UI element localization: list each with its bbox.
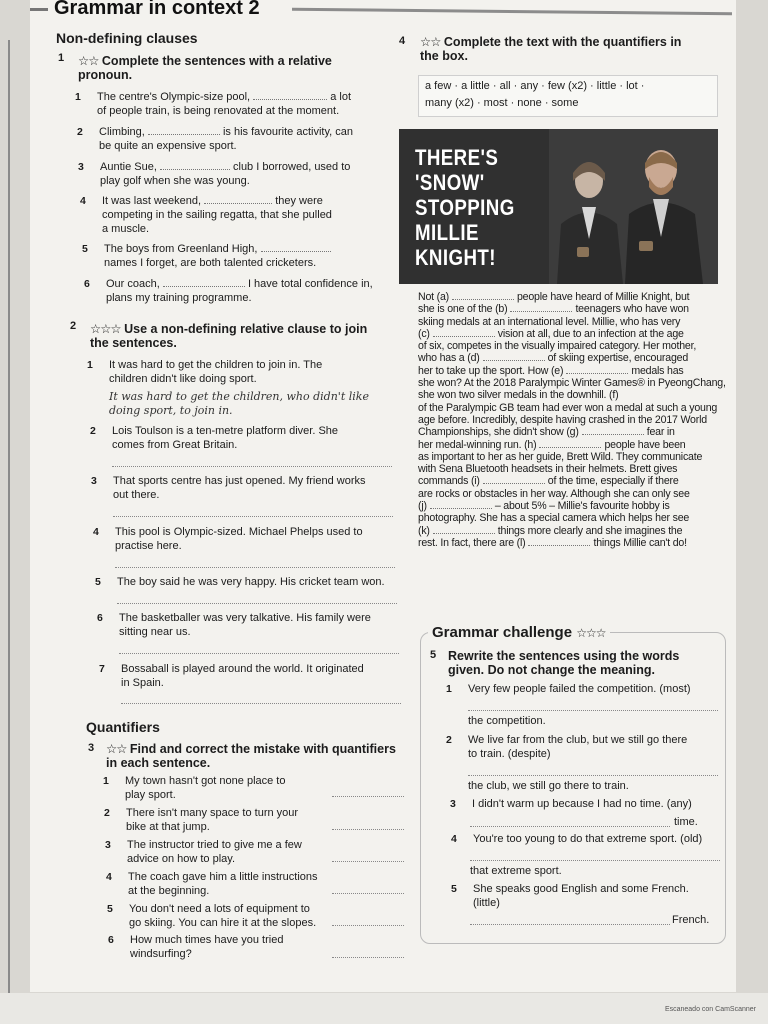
ex1-item-2: 2 Climbing, is his favourite activity, can be quite an expensive sport. — [77, 126, 353, 152]
article-line: age before. Incredibly, despite having crashed in the 2017 World — [418, 413, 707, 426]
ex1-item-5: 5 The boys from Greenland High, names I forget, are both talented cricketers. — [104, 242, 394, 270]
ex5-item-4-ending: that extreme sport. — [470, 865, 562, 877]
ex3-answer-line-6[interactable] — [332, 957, 404, 958]
page-title: Grammar in context 2 — [54, 0, 260, 19]
ex1-item-1: 1 The centre's Olympic-size pool, a lot of people train, is being renovated at the moment. — [75, 91, 352, 117]
scanner-credit: Escaneado con CamScanner — [664, 1006, 756, 1013]
grammar-challenge-title: Grammar challenge ☆☆☆ — [428, 624, 610, 641]
ex1-item-3: 3 Auntie Sue, club I borrowed, used to play golf when she was young. — [78, 161, 351, 187]
ex5-answer-line-1[interactable] — [468, 710, 718, 711]
article-line: (j) – about 5% – Millie's favourite hobby is — [418, 500, 670, 513]
ex1-item-4: 4 It was last weekend, they were competing in the sailing regatta, that she pulled a muscle. — [80, 195, 332, 235]
ex2-item-1: 1 It was hard to get the children to join in. The children didn't like doing sport. It was hard to get the children, who didn't like doing sport, to join in. — [87, 359, 369, 417]
article-line: Not (a) people have heard of Millie Knight, but — [418, 291, 690, 303]
ex3-item-4: 4 The coach gave him a little instructions at the beginning. — [106, 871, 318, 897]
article-line: her medal-winning run. (h) people have been — [418, 438, 686, 451]
ex2-item-5: 5 The boy said he was very happy. His cricket team won. — [95, 576, 385, 588]
ex2-instruction: ☆☆☆ Use a non-defining relative clause to join the sentences. — [90, 322, 368, 350]
ex1-blank-5[interactable] — [261, 251, 331, 252]
article-line: photography. She has a special camera which helps her see — [418, 512, 690, 525]
ex3-item-2: 2 There isn't many space to turn your bike at that jump. — [104, 807, 299, 833]
article-line: are rocks or obstacles in her way. Although she can only see — [418, 487, 690, 500]
ex3-item-5: 5 You don't need a lots of equipment to go skiing. You can hire it at the slopes. — [107, 903, 317, 929]
ex2-item-4: 4 This pool is Olympic-sized. Michael Phelps used to practise here. — [93, 526, 363, 552]
ex2-answer-line-7[interactable] — [121, 703, 401, 704]
ex3-item-3: 3 The instructor tried to give me a few advice on how to play. — [105, 839, 302, 865]
ex3-answer-line-3[interactable] — [332, 861, 404, 862]
page-edge-line — [8, 40, 10, 1000]
ex3-answer-line-5[interactable] — [332, 925, 404, 926]
article-gap[interactable] — [510, 311, 572, 312]
ex4-instruction: ☆☆ Complete the text with the quantifiers in the box. — [420, 35, 682, 63]
ex2-item-6: 6 The basketballer was very talkative. His family were sitting near us. — [97, 612, 371, 638]
quantifier-word-box: a few · a little · all · any · few (x2) · little · lot · many (x2) · most · none · some — [418, 75, 718, 117]
ex5-item-3: 3 I didn't warm up because I had no time. (any) — [450, 798, 692, 810]
article-line: skiing medals at an international level. Millie, who has very — [418, 315, 681, 328]
ex1-blank-3[interactable] — [160, 169, 230, 170]
article-line: Championships, she didn't show (g) fear in — [418, 426, 675, 439]
article-headline: THERE'S 'SNOW' STOPPING MILLIE KNIGHT! — [415, 145, 515, 270]
article-line: rest. In fact, there are (l) things Millie can't do! — [418, 536, 687, 549]
ex5-item-5: 5 She speaks good English and some French. (little) — [451, 883, 689, 909]
ex1-instruction: ☆☆ Complete the sentences with a relative pronoun. — [78, 54, 332, 82]
article-gap[interactable] — [528, 545, 590, 546]
article-line: she won two silver medals in the downhill. (f) — [418, 389, 619, 402]
ex2-number: 2 — [70, 320, 77, 332]
article-line: commands (i) of the time, especially if there — [418, 475, 679, 488]
article-gap[interactable] — [539, 447, 601, 448]
ex3-answer-line-1[interactable] — [332, 796, 404, 797]
section-heading-nondefining: Non-defining clauses — [56, 30, 198, 46]
ex1-blank-2[interactable] — [148, 134, 220, 135]
ex1-blank-4[interactable] — [204, 203, 272, 204]
ex2-answer-line-5[interactable] — [117, 603, 397, 604]
article-gap[interactable] — [483, 360, 545, 361]
ex2-answer-line-6[interactable] — [119, 653, 399, 654]
ex2-example-answer-line1: It was hard to get the children, who didn't like — [109, 390, 369, 403]
ex5-answer-line-5[interactable] — [470, 924, 670, 925]
article-line: her to take up the sport. How (e) medals has — [418, 364, 684, 377]
ex5-item-1-ending: the competition. — [468, 715, 546, 727]
section-heading-quantifiers: Quantifiers — [86, 719, 160, 735]
article-line: (c) vision at all, due to an infection at the age — [418, 327, 684, 340]
ex1-blank-6[interactable] — [163, 286, 245, 287]
title-rule-left — [30, 8, 48, 11]
article-body — [418, 291, 726, 549]
article-gap[interactable] — [483, 483, 545, 484]
ex1-blank-1[interactable] — [253, 99, 327, 100]
article-gap[interactable] — [566, 373, 628, 374]
article-gap[interactable] — [582, 434, 644, 435]
ex5-item-2-ending: the club, we still go there to train. — [468, 780, 629, 792]
ex2-stars: ☆☆☆ — [90, 322, 121, 336]
scan-bottom-strip — [0, 993, 768, 1024]
ex2-item-2: 2 Lois Toulson is a ten-metre platform diver. She comes from Great Britain. — [90, 425, 339, 451]
article-line: of six, competes in the visually impaired category. Her mother, — [418, 340, 697, 353]
ex2-answer-line-4[interactable] — [115, 567, 395, 568]
ex2-answer-line-3[interactable] — [113, 516, 393, 517]
ex5-instruction: Rewrite the sentences using the words given. Do not change the meaning. — [448, 649, 680, 677]
article-gap[interactable] — [430, 508, 492, 509]
ex5-item-5-ending: French. — [672, 914, 710, 926]
ex1-item-6: 6 Our coach, I have total confidence in, plans my training programme. — [84, 278, 373, 304]
article-gap[interactable] — [452, 299, 514, 300]
ex5-item-2: 2 We live far from the club, but we still go there to train. (despite) — [446, 734, 688, 760]
ex5-answer-line-4[interactable] — [470, 860, 720, 861]
article-photo — [399, 129, 718, 284]
ex1-stars: ☆☆ — [78, 54, 99, 68]
ex3-answer-line-2[interactable] — [332, 829, 404, 830]
article-line: who has a (d) of skiing expertise, encouraged — [418, 352, 689, 365]
article-line: (k) things more clearly and she imagines the — [418, 524, 683, 537]
ex3-stars: ☆☆ — [106, 742, 127, 756]
ex5-answer-line-2[interactable] — [468, 775, 718, 776]
article-line: of the Paralympic GB team had ever won a medal at such a young — [418, 401, 718, 414]
ex2-item-3: 3 That sports centre has just opened. My friend works out there. — [91, 475, 366, 501]
article-line: as important to her as her guide, Brett Wild. They communicate — [418, 450, 703, 463]
ex3-number: 3 — [88, 742, 95, 754]
article-line: she won? At the 2018 Paralympic Winter Games® in PyeongChang, — [418, 377, 726, 390]
ex5-item-1: 1 Very few people failed the competition. (most) — [446, 683, 691, 695]
article-line: she is one of the (b) teenagers who have won — [418, 303, 689, 316]
ex5-item-4: 4 You're too young to do that extreme sport. (old) — [451, 833, 703, 845]
ex2-answer-line-2[interactable] — [112, 466, 392, 467]
article-gap[interactable] — [433, 336, 495, 337]
ex4-stars: ☆☆ — [420, 35, 441, 49]
ex5-answer-line-3[interactable] — [470, 826, 670, 827]
ex5-number: 5 — [430, 649, 437, 661]
ex1-number: 1 — [58, 52, 65, 64]
ex2-example-answer-line2: doing sport, to join in. — [109, 404, 233, 417]
article-gap[interactable] — [433, 533, 495, 534]
ex4-number: 4 — [399, 35, 406, 47]
ex3-item-6: 6 How much times have you tried windsurfing? — [108, 934, 284, 960]
ex3-answer-line-4[interactable] — [332, 893, 404, 894]
ex5-item-3-ending: time. — [674, 816, 698, 828]
article-line: with Sena Bluetooth headsets in their helmets. Brett gives — [418, 463, 678, 476]
ex3-item-1: 1 My town hasn't got none place to play sport. — [103, 775, 286, 801]
ex3-instruction: ☆☆ Find and correct the mistake with quantifiers in each sentence. — [106, 742, 396, 770]
ex2-item-7: 7 Bossaball is played around the world. It originated in Spain. — [99, 663, 364, 689]
